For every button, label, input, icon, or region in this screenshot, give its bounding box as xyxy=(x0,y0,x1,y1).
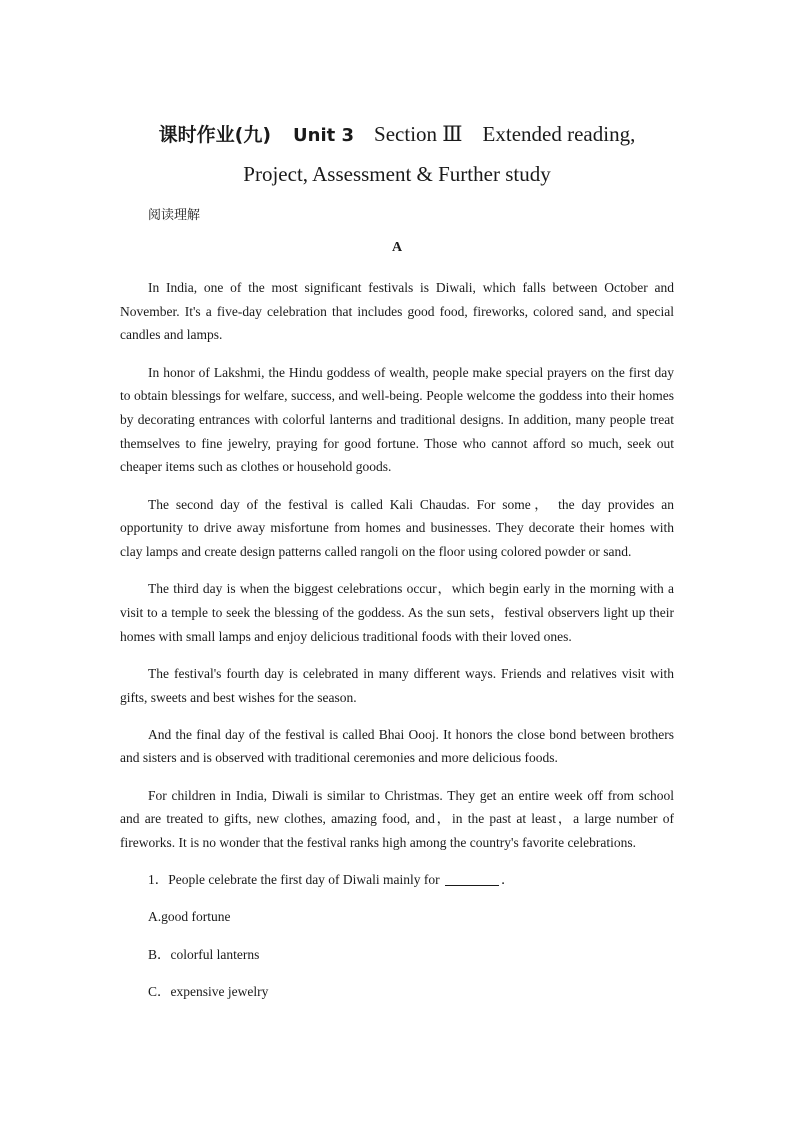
title-unit: Unit 3 xyxy=(293,125,355,146)
question-text: 1．People celebrate the first day of Diwali mainly for xyxy=(148,872,440,888)
paragraph: The third day is when the biggest celebrations occur，which begin early in the morning with a visit to a temple to seek the blessing of the goddess. As the sun sets，festival observers light up their homes with small lamps and enjoy delicious traditional foods with their loved ones. xyxy=(120,581,674,644)
passage-body xyxy=(120,276,674,1017)
paragraph: In honor of Lakshmi, the Hindu goddess of wealth, people make special prayers on the first day to obtain blessings for welfare, success, and well-being. People welcome the goddess into their homes by decorating entrances with colorful lanterns and traditional designs. In addition, many people treat themselves to fine jewelry, praying for good fortune. Those who cannot afford so much, seek out cheaper items such as clothes or household goods. xyxy=(120,364,674,475)
paragraph: In India, one of the most significant festivals is Diwali, which falls between October and November. It's a five-day celebration that includes good food, fireworks, colored sand, and special candles and lamps. xyxy=(120,280,674,343)
title-section: Section Ⅲ xyxy=(374,122,463,146)
paragraph: And the final day of the festival is called Bhai Oooj. It honors the close bond between brothers and sisters and is observed with traditional ceremonies and more delicious foods. xyxy=(120,726,674,766)
page-title-line1 xyxy=(0,120,794,147)
paragraph: The second day of the festival is called Kali Chaudas. For some， the day provides an opportunity to drive away misfortune from homes and businesses. They decorate their homes with clay lamps and create design patterns called rangoli on the floor using colored powder or sand. xyxy=(120,496,674,560)
paragraph: For children in India, Diwali is similar to Christmas. They get an entire week off from school and are treated to gifts, new clothes, amazing food, and，in the past at least，a large number of fireworks. It is no wonder that the festival ranks high among the country's favorite celebrations. xyxy=(120,787,674,851)
option-b: B．colorful lanterns xyxy=(148,946,260,962)
paragraph: The festival's fourth day is celebrated in many different ways. Friends and relatives visit with gifts, sweets and best wishes for the season. xyxy=(120,665,674,705)
title-chinese: 课时作业(九) xyxy=(158,124,272,146)
option-a: A.good fortune xyxy=(148,909,231,925)
passage-letter: A xyxy=(391,240,403,255)
option-c: C．expensive jewelry xyxy=(148,983,269,999)
title-extended: Extended reading, xyxy=(482,122,636,146)
page-title-line2: Project, Assessment & Further study xyxy=(243,162,551,186)
section-label: 阅读理解 xyxy=(148,208,201,223)
question-stem xyxy=(120,868,674,892)
answer-blank xyxy=(445,871,499,886)
question-end: ． xyxy=(501,872,515,888)
